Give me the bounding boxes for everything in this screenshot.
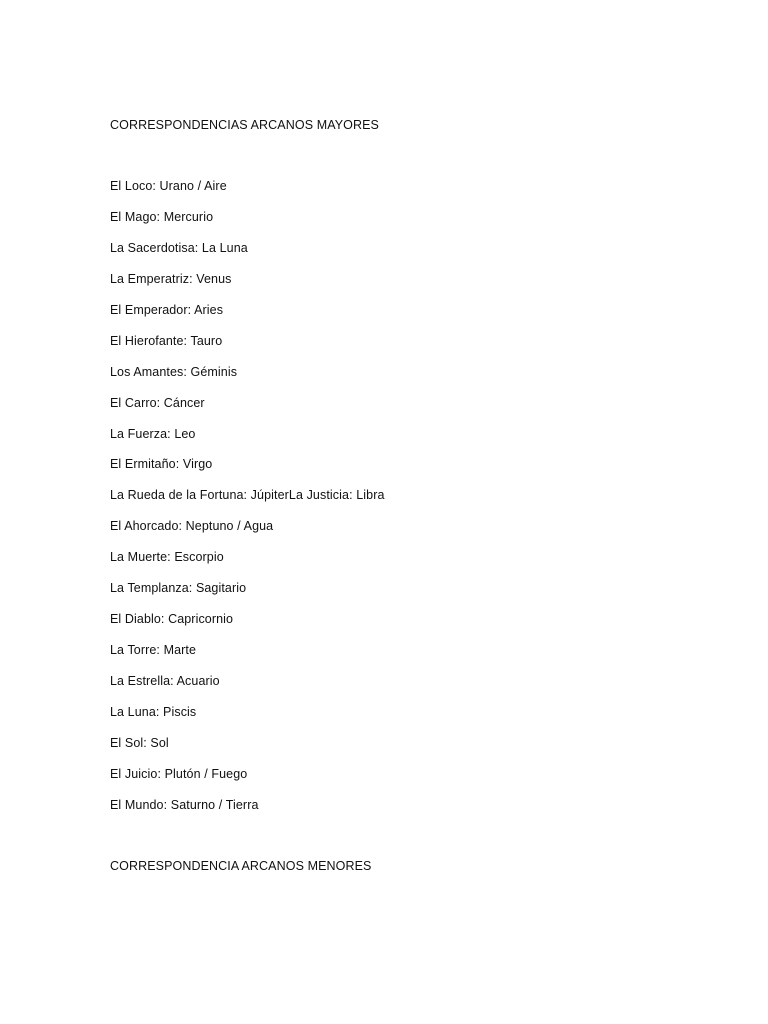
entry-el-diablo: El Diablo: Capricornio — [110, 612, 234, 627]
entry-el-hierofante: El Hierofante: Tauro — [110, 333, 223, 348]
entry-la-sacerdotisa: La Sacerdotisa: La Luna — [110, 240, 248, 255]
major-arcana-heading: CORRESPONDENCIAS ARCANOS MAYORES — [110, 118, 379, 132]
entry-el-mago: El Mago: Mercurio — [110, 209, 214, 224]
minor-arcana-heading: CORRESPONDENCIA ARCANOS MENORES — [110, 859, 372, 873]
entry-la-estrella: La Estrella: Acuario — [110, 674, 220, 688]
entry-el-carro: El Carro: Cáncer — [110, 395, 205, 410]
entry-el-ermitano: El Ermitaño: Virgo — [110, 457, 213, 472]
entry-la-muerte: La Muerte: Escorpio — [110, 550, 224, 565]
entry-el-mundo: El Mundo: Saturno / Tierra — [110, 797, 259, 812]
entry-el-ahorcado: El Ahorcado: Neptuno / Agua — [110, 519, 274, 534]
entry-la-templanza: La Templanza: Sagitario — [110, 581, 247, 596]
entry-la-emperatriz: La Emperatriz: Venus — [110, 271, 232, 286]
entry-los-amantes: Los Amantes: Géminis — [110, 364, 238, 379]
entry-el-loco: El Loco: Urano / Aire — [110, 179, 227, 193]
entry-la-rueda-de-la-fortuna: La Rueda de la Fortuna: JúpiterLa Justicia: Libra — [110, 488, 385, 503]
major-arcana-list — [110, 178, 385, 828]
entry-el-sol: El Sol: Sol — [110, 735, 169, 750]
entry-el-emperador: El Emperador: Aries — [110, 302, 224, 317]
entry-el-juicio: El Juicio: Plutón / Fuego — [110, 766, 248, 781]
entry-la-luna: La Luna: Piscis — [110, 704, 197, 719]
entry-la-torre: La Torre: Marte — [110, 643, 197, 658]
entry-la-fuerza: La Fuerza: Leo — [110, 426, 196, 441]
